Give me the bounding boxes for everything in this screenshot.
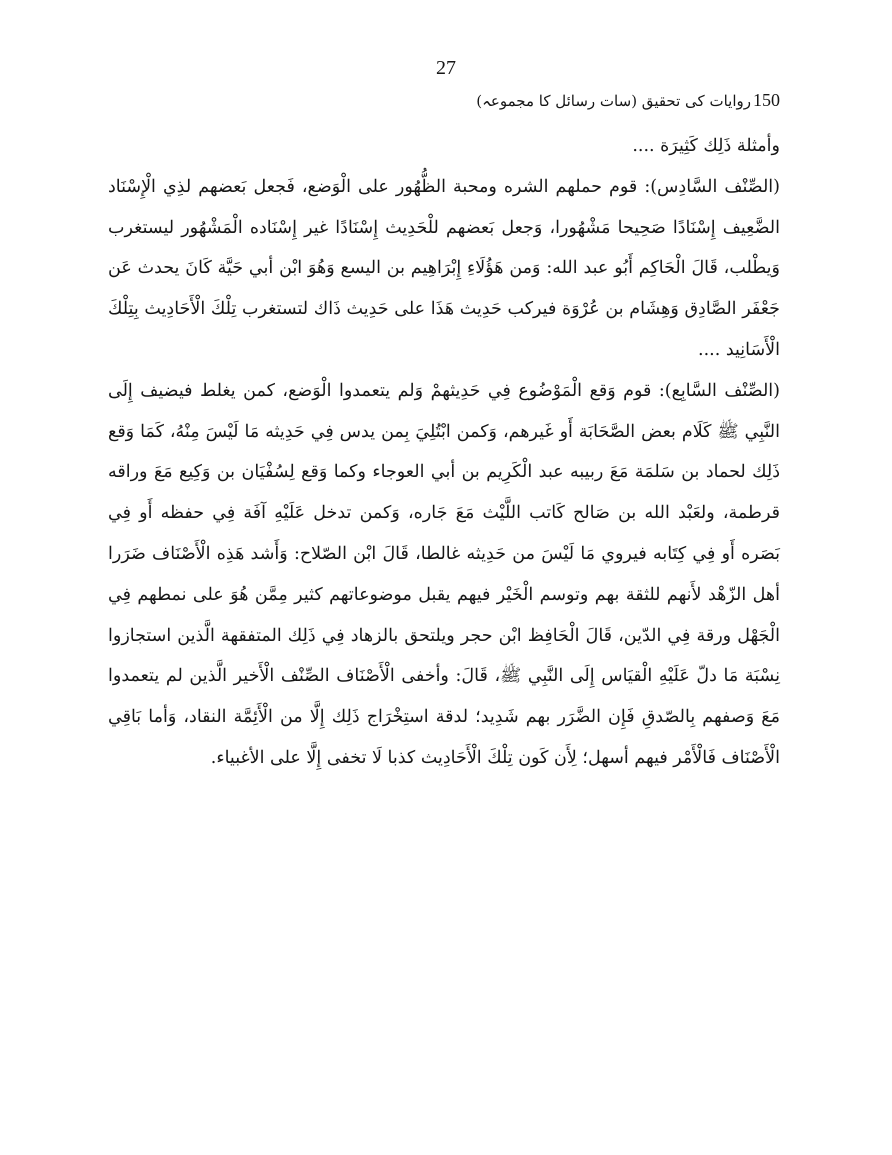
paragraph-intro: وأمثلة ذَلِك كَثِيرَة .... [632,136,780,156]
paragraph-sixth-category: (الصِّنْف السَّادِس): قوم حملهم الشره ومحبة الظُّهُور على الْوَضع، فَجعل بَعضهم لذِي الْإِسْنَاد الضَّعِيف إِسْنَادًا صَحِيحا مَشْهُورا، وَجعل بَعضهم للْحَدِيث إِسْنَادًا غير إِسْنَاده الْمَشْهُور ليستغرب وَيطْلب، قَالَ الْحَاكِم أَبُو عبد الله: وَمن هَؤُلَاءِ إِبْرَاهِيم بن اليسع وَهُوَ ابْن أبي حَيَّة كَانَ يحدث عَن جَعْفَر الصَّادِق وَهِشَام بن عُرْوَة فيركب حَدِيث هَذَا على حَدِيث ذَاك لتستغرب تِلْكَ الْأَحَادِيث بِتِلْكَ الْأَسَانِيد .... [108,176,780,360]
running-header-title: روایات کی تحقیق (سات رسائل کا مجموعہ) [476,92,751,110]
page-number: 27 [436,57,456,79]
running-header [476,88,780,113]
paragraph-seventh-category: (الصِّنْف السَّابِع): قوم وَقع الْمَوْضُوع فِي حَدِيثهمْ وَلم يتعمدوا الْوَضع، كمن يغلط فيضيف إِلَى النَّبِي ﷺ كَلَام بعض الصَّحَابَة أَو غَيرهم، وَكمن ابْتُلِيَ بِمن يدس فِي حَدِيثه مَا لَيْسَ مِنْهُ، كَمَا وَقع ذَلِك لحماد بن سَلمَة مَعَ ربيبه عبد الْكَرِيم بن أبي العوجاء وكما وَقع لِسُفْيَان بن وَكِيع مَعَ وراقه قرطمة، ولعَبْد الله بن صَالح كَاتب اللَّيْث مَعَ جَاره، وَكمن تدخل عَلَيْهِ آفَة فِي حفظه أَو فِي بَصَره أَو فِي كِتَابه فيروي مَا لَيْسَ من حَدِيثه غالطا، قَالَ ابْن الصّلاح: وَأَشد هَذِه الْأَصْنَاف ضَرَرا أهل الزّهْد لأَنهم للثقة بهم وتوسم الْخَيْر فيهم يقبل موضوعاتهم كثير مِمَّن هُوَ على نمطهم فِي الْجَهْل ورقة فِي الدّين، قَالَ الْحَافِظ ابْن حجر ويلتحق بالزهاد فِي ذَلِك المتفقهة الَّذين استجازوا نِسْبَة مَا دلّ عَلَيْهِ الْقيَاس إِلَى النَّبِي ﷺ، قَالَ: وأخفى الْأَصْنَاف الصِّنْف الْأَخير الَّذين لم يتعمدوا مَعَ وَصفهم بِالصّدقِ فَإِن الضَّرَر بهم شَدِيد؛ لدقة استِخْرَاج ذَلِك إِلَّا من الْأَئِمَّة النقاد، وَأما بَاقِي الْأَصْنَاف فَالْأَمْر فيهم أسهل؛ لِأَن كَون تِلْكَ الْأَحَادِيث كذبا لَا تخفى إِلَّا على الأغبياء. [108,380,780,768]
running-header-number: 150 [753,90,780,110]
body-text [108,126,780,779]
